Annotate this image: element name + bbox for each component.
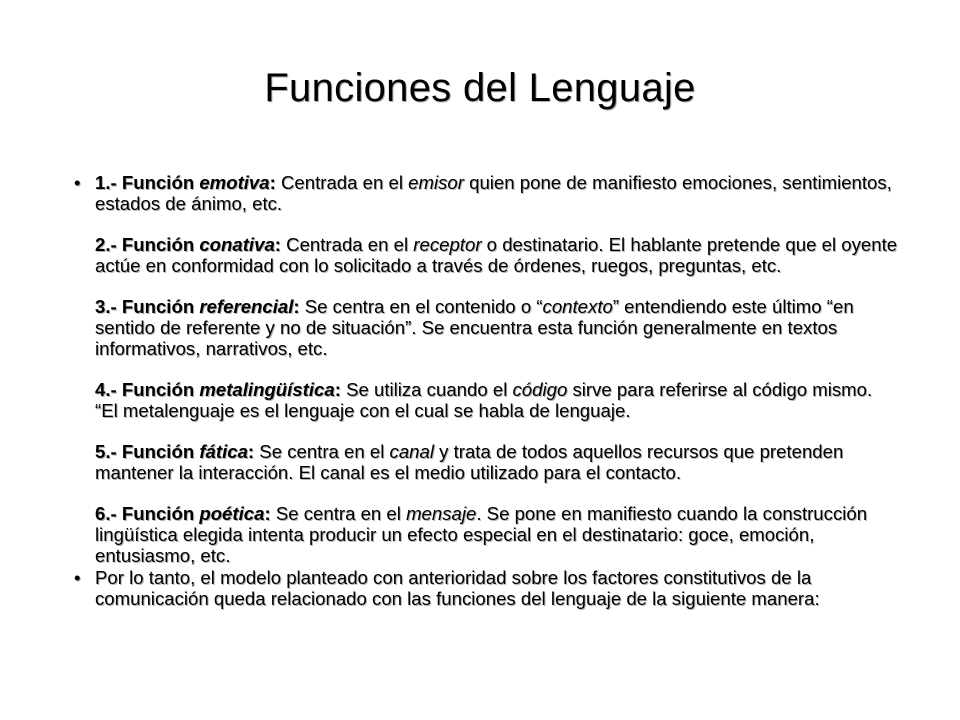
function-name: conativa xyxy=(199,234,275,256)
function-name: metalingüística xyxy=(199,378,335,400)
function-text: ” entendiendo este último “en sentido de referente y no de situación”. Se encuentra esta función generalmente en textos informativos, narrativos, etc. xyxy=(95,296,854,359)
slide-title: Funciones del Lenguaje xyxy=(264,66,696,110)
function-name: poética xyxy=(199,503,265,525)
conclusion-text: Por lo tanto, el modelo planteado con anterioridad sobre los factores constitutivos de la comunicación queda relacionado con las funciones del lenguaje de la siguiente manera: xyxy=(95,567,820,609)
function-text: quien pone de manifiesto emociones, sentimientos, estados de ánimo, etc. xyxy=(95,172,892,214)
function-number: 4.- xyxy=(95,378,122,400)
bullet-marker: • xyxy=(74,567,81,589)
function-emotiva xyxy=(95,173,900,214)
function-colon: : xyxy=(264,503,271,525)
function-label: Función xyxy=(121,296,200,318)
function-text: y trata de todos aquellos recursos que pretenden mantener la interacción. El canal es el medio utilizado para el contacto. xyxy=(95,441,844,483)
function-text: . Se pone en manifiesto cuando la construcción lingüística elegida intenta producir un efecto especial en el destinatario: goce, emoción, entusiasmo, etc. xyxy=(95,503,868,566)
function-colon: : xyxy=(293,296,300,318)
function-keyword: emisor xyxy=(408,172,464,193)
function-conativa xyxy=(95,235,900,276)
function-name: referencial xyxy=(199,296,294,318)
function-keyword: código xyxy=(512,378,568,400)
function-colon: : xyxy=(274,234,281,256)
function-number: 6.- xyxy=(95,503,122,525)
function-keyword: contexto xyxy=(542,296,613,318)
bullet-marker: • xyxy=(74,172,81,193)
function-poetica xyxy=(95,504,900,566)
function-label: Función xyxy=(121,234,200,256)
function-text: o destinatario. El hablante pretende que el oyente actúe en conformidad con lo solicitado a través de órdenes, ruegos, preguntas, etc. xyxy=(95,234,898,276)
function-text: Centrada en el xyxy=(275,172,409,193)
function-fatica xyxy=(95,442,900,483)
function-keyword: receptor xyxy=(413,234,482,256)
function-colon: : xyxy=(247,441,255,463)
function-text: Se centra en el xyxy=(270,503,407,525)
function-label: Función xyxy=(121,378,200,400)
function-colon: : xyxy=(269,172,276,193)
bullet-functions-list xyxy=(70,173,900,566)
function-keyword: mensaje xyxy=(406,503,477,525)
slide-body xyxy=(70,173,900,610)
function-text: sirve para referirse al código mismo. “El metalenguaje es el lenguaje con el cual se habla de lenguaje. xyxy=(95,378,873,421)
function-referencial xyxy=(95,297,900,359)
function-colon: : xyxy=(334,378,341,400)
function-label: Función xyxy=(121,441,200,463)
function-number: 5.- xyxy=(95,441,122,463)
bullet-conclusion xyxy=(70,568,900,609)
function-name: emotiva xyxy=(199,172,270,193)
function-text: Se utiliza cuando el xyxy=(340,378,513,400)
function-number: 1.- xyxy=(95,172,122,193)
function-text: Se centra en el contenido o “ xyxy=(299,296,543,318)
function-number: 3.- xyxy=(95,296,122,318)
function-label: Función xyxy=(121,503,200,525)
function-label: Función xyxy=(121,172,200,193)
function-number: 2.- xyxy=(95,234,122,256)
function-keyword: canal xyxy=(389,441,434,463)
function-text: Se centra en el xyxy=(254,441,390,463)
function-metalinguistica xyxy=(95,380,900,421)
function-name: fática xyxy=(199,441,248,463)
function-text: Centrada en el xyxy=(280,234,414,256)
